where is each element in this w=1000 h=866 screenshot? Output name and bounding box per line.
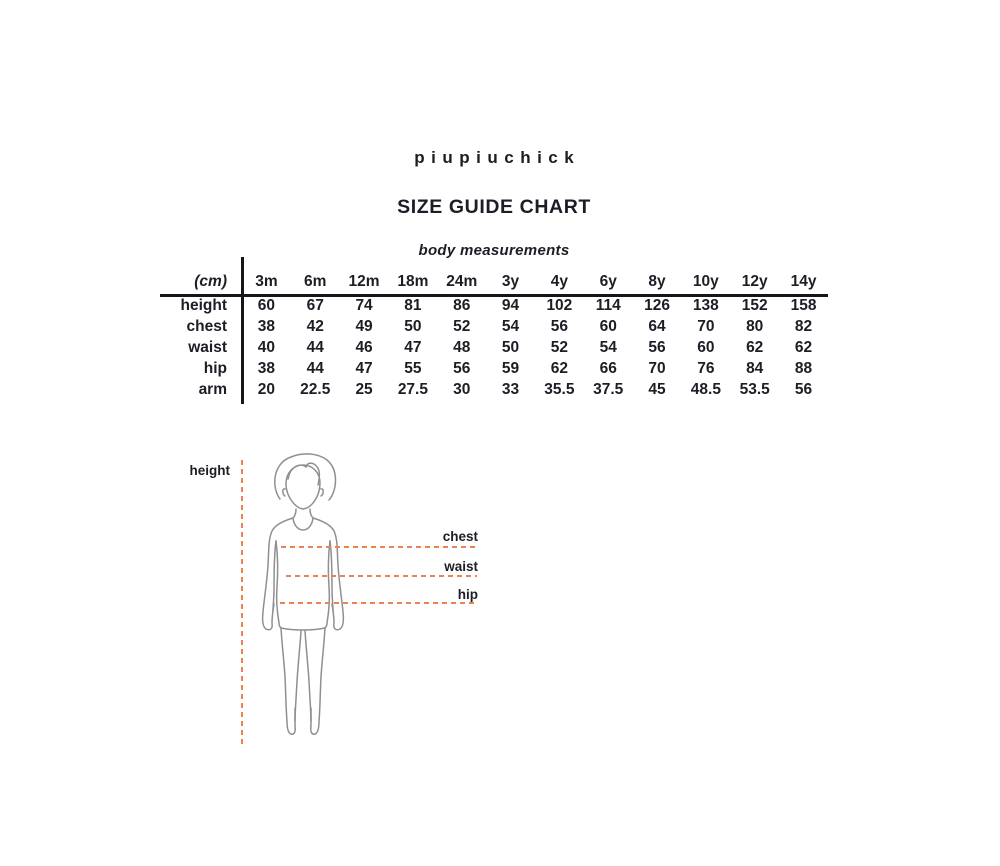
size-column-header: 4y <box>550 272 568 290</box>
size-table-body <box>160 295 828 401</box>
measurement-value: 70 <box>697 317 715 335</box>
measurement-value: 52 <box>550 338 568 356</box>
measurement-value: 60 <box>257 297 276 315</box>
size-column-header: 24m <box>446 272 478 290</box>
measurement-value: 86 <box>453 297 471 315</box>
measurement-value: 88 <box>794 360 813 378</box>
height-measure-line <box>241 460 243 744</box>
measurement-row <box>160 337 828 358</box>
figure-torso-left <box>276 541 281 628</box>
hip-label: hip <box>457 587 478 602</box>
size-column-header: 3m <box>255 272 278 290</box>
size-column-header: 12y <box>741 272 768 290</box>
measurement-label: height <box>180 297 227 315</box>
figure-fringe <box>288 463 319 485</box>
measurement-value: 62 <box>746 338 764 356</box>
size-column-header: 6y <box>599 272 617 290</box>
measurement-value: 20 <box>257 381 276 399</box>
measurement-value: 62 <box>550 360 568 378</box>
figure-neck-left <box>293 509 296 518</box>
measurement-value: 50 <box>501 338 520 356</box>
unit-label: (cm) <box>194 272 227 290</box>
measurement-value: 40 <box>257 338 276 356</box>
measurement-value: 60 <box>697 338 715 356</box>
measurement-label: chest <box>186 317 227 335</box>
measurement-value: 37.5 <box>593 381 624 399</box>
child-figure-illustration <box>250 451 356 747</box>
measurement-value: 52 <box>453 317 471 335</box>
measurement-value: 56 <box>648 338 666 356</box>
measurement-value: 126 <box>644 297 670 315</box>
measurement-value: 38 <box>257 317 276 335</box>
page-title: SIZE GUIDE CHART <box>397 196 591 218</box>
size-column-header: 10y <box>692 272 719 290</box>
measurement-value: 152 <box>741 297 768 315</box>
measurement-value: 158 <box>790 297 817 315</box>
size-table-header-row <box>160 269 828 295</box>
measurement-value: 50 <box>404 317 422 335</box>
figure-inner-arm-left <box>273 541 276 611</box>
measurement-value: 47 <box>404 338 422 356</box>
waist-label: waist <box>444 559 478 574</box>
measurement-value: 80 <box>746 317 764 335</box>
size-column-header: 8y <box>648 272 666 290</box>
figure-torso-right <box>325 541 330 628</box>
page-subtitle: body measurements <box>418 242 570 259</box>
measurement-value: 25 <box>355 381 373 399</box>
waist-measure-line <box>286 575 477 577</box>
size-column-header: 14y <box>790 272 817 290</box>
measurement-value: 48.5 <box>690 381 721 399</box>
measurement-value: 60 <box>599 317 617 335</box>
measurement-value: 46 <box>355 338 373 356</box>
figure-ear-left <box>283 489 285 496</box>
figure-leg-left-outer <box>281 628 295 734</box>
brand-title: piupiuchick <box>414 148 581 167</box>
measurement-value: 27.5 <box>397 381 428 399</box>
figure-hair <box>275 454 336 500</box>
measurement-value: 38 <box>257 360 276 378</box>
measurement-value: 70 <box>648 360 666 378</box>
measurement-label: arm <box>198 381 227 399</box>
measurement-value: 55 <box>404 360 422 378</box>
measurement-value: 56 <box>550 317 568 335</box>
chest-label: chest <box>442 529 478 544</box>
measurement-value: 56 <box>794 381 813 399</box>
measurement-value: 47 <box>355 360 373 378</box>
measurement-value: 49 <box>355 317 373 335</box>
figure-neckline <box>293 518 313 530</box>
measurement-value: 102 <box>546 297 573 315</box>
measurement-row <box>160 316 828 337</box>
measurement-value: 22.5 <box>300 381 331 399</box>
figure-neck-right <box>310 509 313 518</box>
measurement-value: 35.5 <box>544 381 575 399</box>
size-column-header: 6m <box>304 272 327 290</box>
figure-leg-right-outer <box>311 628 325 734</box>
hip-measure-line <box>280 602 477 604</box>
measurement-value: 59 <box>501 360 520 378</box>
measurement-value: 82 <box>794 317 813 335</box>
measurement-value: 33 <box>501 381 520 399</box>
figure-shorts-hem <box>281 628 325 630</box>
figure-leg-right-inner <box>305 631 311 721</box>
measurement-value: 44 <box>306 360 324 378</box>
measurement-row <box>160 295 828 316</box>
measurement-value: 114 <box>595 297 621 315</box>
measurement-value: 44 <box>306 338 324 356</box>
measurement-value: 76 <box>697 360 715 378</box>
size-column-header: 3y <box>501 272 520 290</box>
measurement-value: 56 <box>453 360 471 378</box>
measurement-value: 42 <box>306 317 324 335</box>
measurement-value: 54 <box>501 317 520 335</box>
measurement-value: 84 <box>746 360 764 378</box>
measurement-value: 67 <box>306 297 324 315</box>
measurement-row <box>160 380 828 401</box>
measurement-value: 54 <box>599 338 617 356</box>
measurement-value: 66 <box>599 360 617 378</box>
measurement-value: 138 <box>692 297 719 315</box>
size-column-header: 18m <box>397 272 429 290</box>
measurement-value: 81 <box>404 297 422 315</box>
size-column-header: 12m <box>348 272 380 290</box>
measurement-value: 94 <box>501 297 520 315</box>
table-divider-line <box>241 257 244 404</box>
measurement-label: hip <box>203 360 227 378</box>
measurement-value: 53.5 <box>739 381 770 399</box>
measurement-value: 30 <box>453 381 471 399</box>
chest-measure-line <box>281 546 477 548</box>
figure-leg-left-inner <box>295 631 301 721</box>
measurement-value: 64 <box>648 317 666 335</box>
height-label: height <box>189 463 230 478</box>
measurement-value: 48 <box>453 338 471 356</box>
measurement-value: 62 <box>794 338 813 356</box>
measurement-label: waist <box>188 338 227 356</box>
measurement-value: 74 <box>355 297 373 315</box>
measurement-row <box>160 359 828 380</box>
measurement-value: 45 <box>648 381 666 399</box>
size-table <box>160 269 828 401</box>
figure-ear-right <box>321 489 323 496</box>
